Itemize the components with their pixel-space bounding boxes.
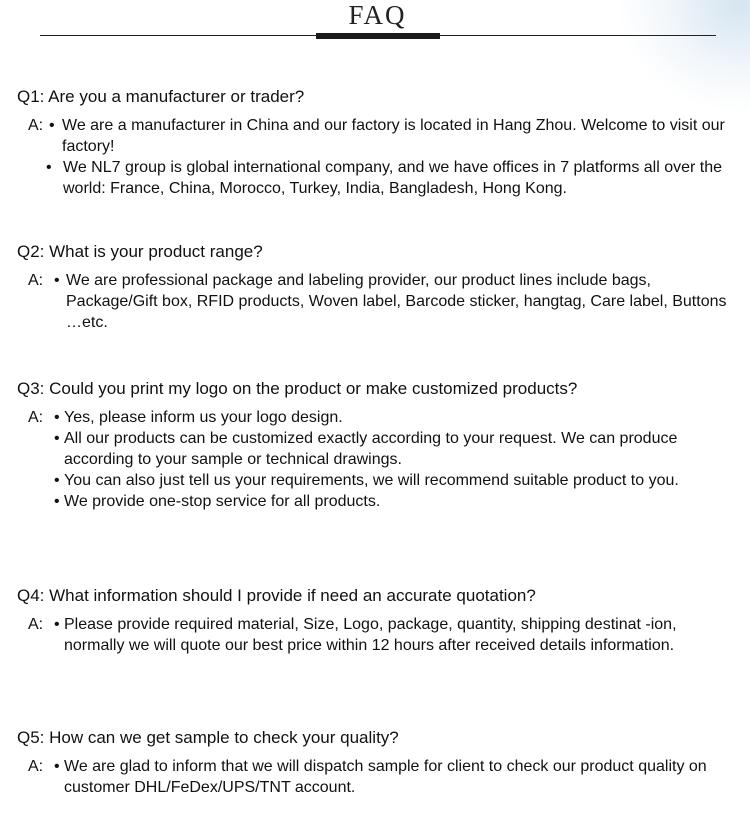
answer-bullet [54,470,737,491]
answer-label: A: [28,758,44,775]
bullet-icon: • [54,493,60,510]
bullet-icon: • [46,159,52,176]
answer-bullet [49,115,737,157]
faq-answer [17,756,737,798]
bullet-icon: • [54,758,60,775]
bullet-icon: • [54,272,60,289]
faq-item-2 [17,241,737,333]
faq-question: Q4: What information should I provide if need an accurate quotation? [17,586,536,605]
answer-text: We NL7 group is global international company, and we have offices in 7 platforms all over the world: France, China, Morocco, Turkey, India, Bangladesh, Hong Kong. [63,159,723,197]
answer-bullet [54,756,737,798]
bullet-icon: • [54,616,60,633]
answer-bullet [54,491,737,512]
bullet-icon: • [54,430,60,447]
faq-question: Q1: Are you a manufacturer or trader? [17,87,305,106]
bullet-icon: • [54,472,60,489]
title-accent-bar [316,33,440,39]
answer-label: A: [28,117,44,134]
faq-item-5 [17,727,737,798]
faq-answer [17,407,737,512]
bullet-icon: • [49,117,55,134]
answer-text: Please provide required material, Size, Logo, package, quantity, shipping destinat -ion, normally we will quote our best price within 12 hours after received details information. [64,616,677,654]
answer-text: We are a manufacturer in China and our factory is located in Hang Zhou. Welcome to visit our factory! [62,117,725,155]
answer-bullet [46,157,737,199]
page-title: FAQ [348,0,407,30]
faq-answer [17,614,737,656]
faq-item-1 [17,86,737,199]
answer-text: We are glad to inform that we will dispatch sample for client to check our product quality on customer DHL/FeDex/UPS/TNT account. [64,758,707,796]
answer-text: We are professional package and labeling provider, our product lines include bags, Package/Gift box, RFID products, Woven label, Barcode sticker, hangtag, Care label, Buttons …etc. [66,272,727,331]
faq-question: Q5: How can we get sample to check your quality? [17,728,399,747]
faq-item-4 [17,585,737,656]
answer-label: A: [28,409,44,426]
answer-bullet [54,614,737,656]
answer-text: All our products can be customized exactly according to your request. We can produce according to your sample or technical drawings. [64,430,678,468]
answer-text: Yes, please inform us your logo design. [64,409,343,426]
faq-item-3 [17,378,737,512]
answer-label: A: [28,616,44,633]
faq-answer [17,115,737,199]
answer-bullet [54,428,737,470]
answer-bullet [54,270,737,333]
bullet-icon: • [54,409,60,426]
answer-text: You can also just tell us your requirements, we will recommend suitable product to you. [64,472,679,489]
faq-answer [17,270,737,333]
faq-question: Q2: What is your product range? [17,242,263,261]
answer-text: We provide one-stop service for all products. [64,493,381,510]
faq-question: Q3: Could you print my logo on the product or make customized products? [17,379,578,398]
answer-label: A: [28,272,44,289]
answer-bullet [54,407,737,428]
